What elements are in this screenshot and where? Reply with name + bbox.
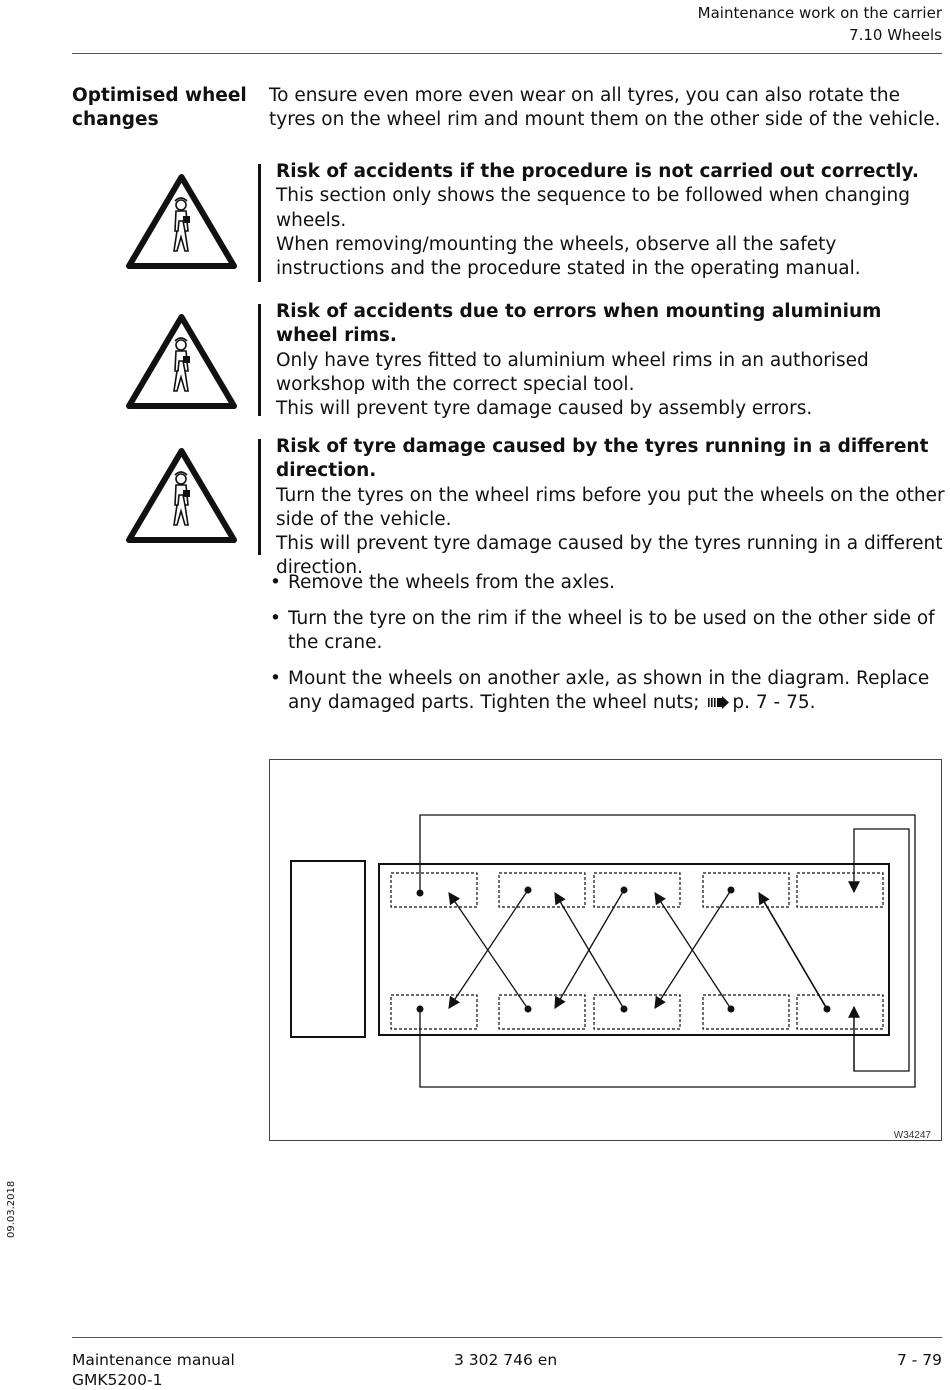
header-chapter: Maintenance work on the carrier (697, 4, 942, 22)
warning-title: Risk of tyre damage caused by the tyres running in a different direction. (276, 436, 929, 482)
diagram-frame (270, 760, 942, 1141)
warning-bar (258, 164, 261, 282)
footer-page-number: 7 - 79 (896, 1351, 942, 1369)
list-item-text: Mount the wheels on another axle, as shown in the diagram. Replace any damaged parts. Tighten the wheel nuts; (288, 668, 930, 713)
wheel-axle1-lower (391, 995, 477, 1029)
list-item (270, 607, 942, 655)
wheel-axle4-lower (703, 995, 789, 1029)
warning-person-icon (124, 311, 239, 412)
wheel-axle2-upper (499, 873, 585, 907)
footer-manual-title: Maintenance manual (72, 1351, 235, 1369)
driver-cab (291, 861, 365, 1037)
wheel-axle3-upper (594, 873, 680, 907)
intro-paragraph: To ensure even more even wear on all tyres, you can also rotate the tyres on the wheel rim and mount them on the other side of the vehicle. (269, 85, 941, 130)
section-side-title: Optimised wheel changes (72, 85, 247, 130)
side-date: 09.03.2018 (6, 1180, 17, 1238)
wheel-axle1-upper (391, 873, 477, 907)
warning-line: When removing/mounting the wheels, observe all the safety instructions and the procedure stated in the operating manual. (276, 233, 861, 280)
wheel-rotation-diagram (269, 759, 942, 1141)
warning-text (276, 160, 946, 281)
cross-reference-arrow-icon (708, 696, 730, 709)
list-item-text: Remove the wheels from the axles. (288, 572, 615, 593)
wheel-markers (417, 887, 831, 1013)
page-reference-link[interactable]: p. 7 - 75. (732, 692, 816, 713)
diagram-code: W34247 (893, 1130, 931, 1141)
warning-bar (258, 304, 261, 416)
warning-title: Risk of accidents due to errors when mounting aluminium wheel rims. (276, 301, 882, 347)
warning-line: Only have tyres fitted to aluminium wheel rims in an authorised workshop with the correct special tool. (276, 349, 869, 395)
page-header (698, 2, 942, 46)
footer-left (72, 1350, 235, 1390)
wheel-axle2-lower (499, 995, 585, 1029)
wheel-axle4-upper (703, 873, 789, 907)
list-item (270, 571, 942, 595)
warning-line: This section only shows the sequence to be followed when changing wheels. (276, 185, 910, 231)
rotation-arrows (420, 815, 915, 1087)
wheel-positions (391, 873, 883, 1029)
list-item (270, 667, 942, 715)
footer-model: GMK5200-1 (72, 1371, 163, 1389)
warning-text (276, 435, 946, 581)
warning-person-icon (124, 171, 239, 272)
header-rule (72, 53, 942, 54)
footer-doc-number: 3 302 746 en (454, 1351, 558, 1369)
warning-line: This will prevent tyre damage caused by the tyres running in a different direction. (276, 533, 943, 579)
wheel-axle5-lower (797, 995, 883, 1029)
warning-line: Turn the tyres on the wheel rims before you put the wheels on the other side of the vehicle. (276, 484, 945, 530)
warning-title: Risk of accidents if the procedure is not carried out correctly. (276, 161, 919, 182)
procedure-list (270, 571, 942, 727)
warning-bar (258, 439, 261, 555)
footer-rule (72, 1337, 942, 1338)
wheel-axle3-lower (594, 995, 680, 1029)
warning-text (276, 300, 946, 421)
list-item-text: Turn the tyre on the rim if the wheel is to be used on the other side of the crane. (288, 608, 935, 653)
wheel-axle5-upper (797, 873, 883, 907)
header-section: 7.10 Wheels (849, 26, 942, 44)
chassis-frame (379, 864, 889, 1035)
warning-line: This will prevent tyre damage caused by assembly errors. (276, 398, 813, 420)
warning-person-icon (124, 445, 239, 546)
